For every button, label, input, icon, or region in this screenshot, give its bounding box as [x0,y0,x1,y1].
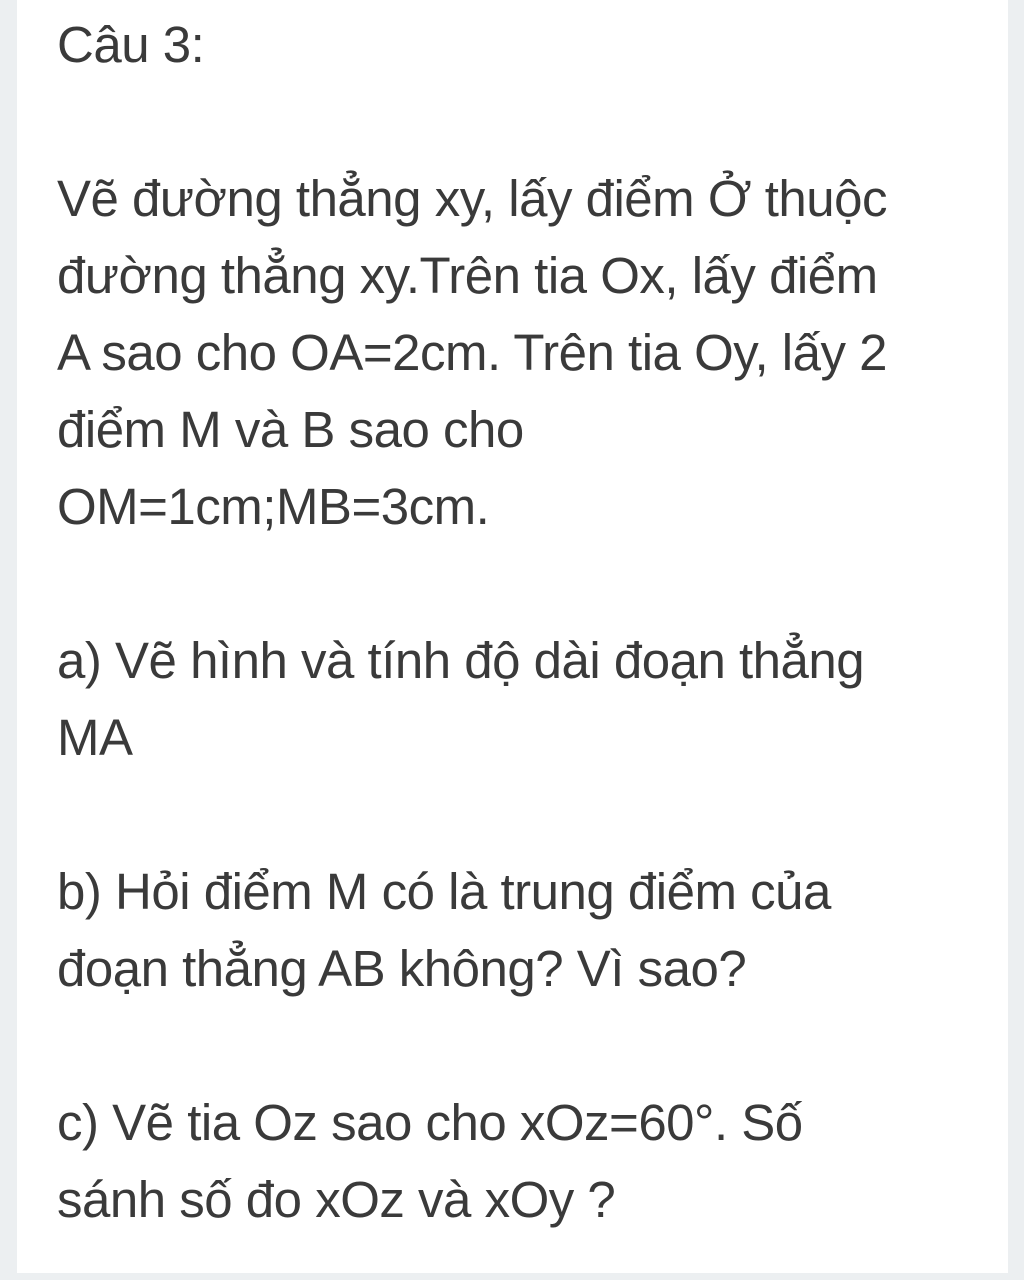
statement-line: A sao cho OA=2cm. Trên tia Oy, lấy 2 [57,324,888,381]
part-a [57,622,987,776]
part-b-line: đoạn thẳng AB không? Vì sao? [57,940,747,997]
statement-line: OM=1cm;MB=3cm. [57,478,490,535]
statement-line: Vẽ đường thẳng xy, lấy điểm Ở thuộc [57,170,887,227]
part-c-line: sánh số đo xOz và xOy ? [57,1171,616,1228]
problem-text [57,6,987,1238]
part-a-line: MA [57,709,133,766]
question-title-block [57,6,987,83]
part-b-line: b) Hỏi điểm M có là trung điểm của [57,863,831,920]
left-gutter [0,0,17,1280]
problem-statement [57,160,987,545]
bottom-gutter [0,1273,1024,1280]
question-title: Câu 3: [57,16,205,73]
part-c-line: c) Vẽ tia Oz sao cho xOz=60°. Số [57,1094,803,1151]
part-a-line: a) Vẽ hình và tính độ dài đoạn thẳng [57,632,865,689]
part-b [57,853,987,1007]
statement-line: đường thẳng xy.Trên tia Ox, lấy điểm [57,247,878,304]
part-c [57,1084,987,1238]
statement-line: điểm M và B sao cho [57,401,524,458]
right-gutter [1008,0,1024,1280]
